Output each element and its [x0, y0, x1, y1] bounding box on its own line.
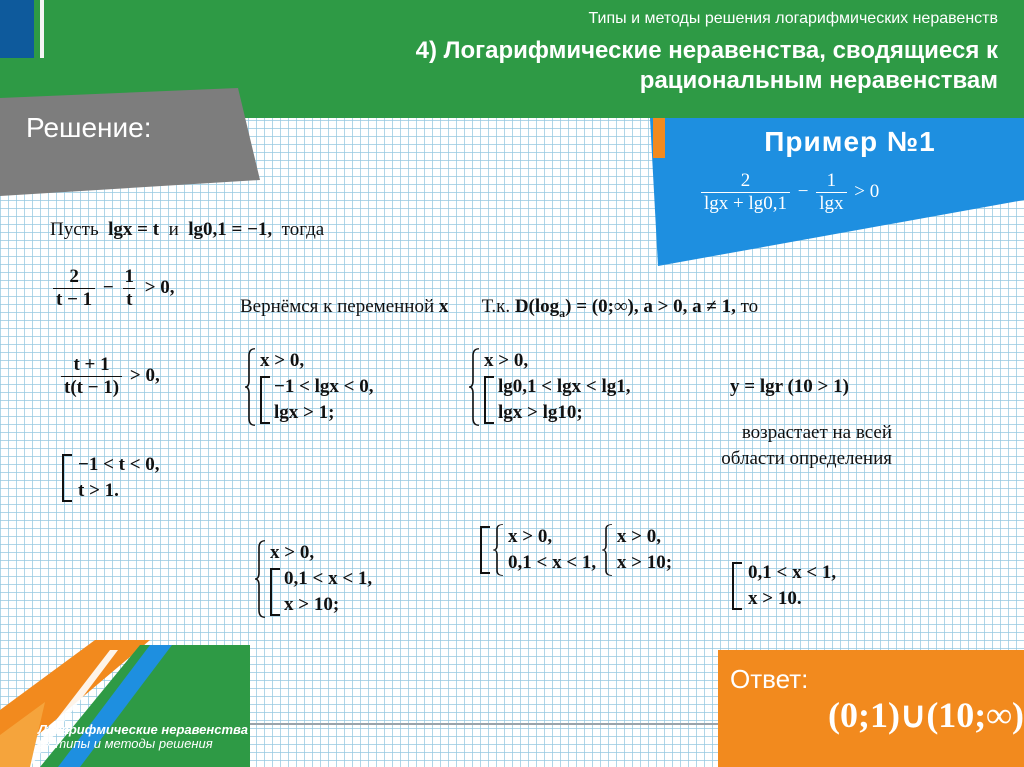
- system-2: [468, 348, 631, 426]
- frac-denominator: t − 1: [53, 288, 95, 311]
- footer-title: Логарифмические неравенства: [38, 722, 248, 737]
- return-variable: x: [438, 296, 449, 317]
- frac-numerator: t + 1: [73, 354, 110, 375]
- frac-numerator: 1: [124, 266, 134, 287]
- intro-and: и: [168, 219, 179, 240]
- step3-set: [62, 452, 160, 504]
- intro-let: Пусть: [50, 219, 99, 240]
- set-line: 0,1 < x < 1,: [748, 562, 837, 583]
- step1-inequality: [50, 266, 175, 311]
- bracket-set: [62, 452, 160, 504]
- bracket-set: [732, 560, 836, 612]
- function-note: [660, 420, 892, 472]
- intro-line: [50, 219, 324, 241]
- function-formula: y = lgr (10 > 1): [730, 376, 849, 397]
- frac-numerator: 2: [69, 266, 79, 287]
- intro-then: тогда: [281, 219, 325, 240]
- bracket-set: [480, 524, 672, 576]
- frac-denominator: lgx: [816, 192, 846, 215]
- set-line: x > 10.: [748, 588, 802, 609]
- frac-denominator: t(t − 1): [61, 376, 122, 399]
- curly-brace: [254, 540, 266, 618]
- return-line: [240, 296, 758, 321]
- square-bracket: [270, 568, 280, 616]
- brace-system: [468, 348, 631, 426]
- domain-pre: D(log: [514, 296, 560, 317]
- set-line: t > 1.: [78, 480, 119, 501]
- brace-system: [244, 348, 374, 426]
- system-1: [244, 348, 374, 426]
- domain-formula: [514, 296, 736, 320]
- slide-title: [300, 36, 998, 96]
- system-line: −1 < lgx < 0,: [274, 376, 374, 397]
- answer-value: (0;1)∪(10;∞): [828, 695, 1024, 735]
- step2-inequality: [58, 354, 160, 399]
- frac-denominator: lgx + lg0,1: [701, 192, 790, 215]
- square-bracket: [732, 562, 742, 610]
- slide-subtitle: Типы и методы решения логарифмических неравенств: [588, 10, 998, 27]
- system-4: [480, 524, 672, 576]
- system-line: x > 0,: [616, 526, 661, 547]
- frac-numerator: 1: [826, 170, 837, 191]
- square-bracket: [260, 376, 270, 424]
- example-orange-marker: [653, 118, 665, 158]
- frac-numerator: 2: [740, 170, 751, 191]
- note-line-2: области определения: [721, 448, 892, 469]
- system-line: x > 0,: [270, 542, 315, 563]
- brace-system: [601, 524, 672, 576]
- system-line: x > 0,: [508, 526, 553, 547]
- final-set: [732, 560, 836, 612]
- curly-brace: [601, 524, 613, 576]
- system-3: [254, 540, 372, 618]
- square-bracket: [484, 376, 494, 424]
- example-title: Пример №1: [764, 126, 936, 157]
- system-line: x > 0,: [484, 350, 529, 371]
- system-line: lgx > 1;: [274, 402, 335, 423]
- brace-system: [492, 524, 596, 576]
- header-accent-line: [40, 0, 44, 58]
- bracket-set: [270, 566, 372, 618]
- minus-sign: −: [797, 180, 809, 202]
- intro-fact: lg0,1 = −1,: [188, 219, 273, 240]
- note-line-1: возрастает на всей: [741, 422, 892, 443]
- header-accent-strip: [0, 0, 34, 58]
- footer-subtitle: их типы и методы решения: [38, 736, 213, 751]
- system-line: lgx > lg10;: [498, 402, 583, 423]
- return-text: Вернёмся к переменной: [240, 296, 435, 317]
- title-line-2: рациональным неравенствам: [639, 67, 998, 94]
- bracket-set: [484, 374, 631, 426]
- brace-system: [254, 540, 372, 618]
- curly-brace: [492, 524, 504, 576]
- inequality-rhs: > 0,: [129, 364, 160, 386]
- example-inequality: [698, 170, 879, 215]
- minus-sign: −: [102, 276, 114, 298]
- answer-label: Ответ:: [730, 664, 809, 694]
- then-word: то: [740, 296, 759, 317]
- system-line: 0,1 < x < 1,: [284, 568, 373, 589]
- footer-rule: [250, 723, 718, 725]
- inequality-rhs: > 0,: [144, 276, 175, 298]
- solution-label: Решение:: [26, 112, 152, 143]
- set-line: −1 < t < 0,: [78, 454, 160, 475]
- system-line: x > 0,: [260, 350, 305, 371]
- title-line-1: 4) Логарифмические неравенства, сводящиеся к: [415, 37, 998, 64]
- inequality-rhs: > 0: [854, 180, 880, 202]
- since-label: Т.к.: [481, 296, 511, 317]
- curly-brace: [244, 348, 256, 426]
- domain-sub: a: [559, 305, 566, 320]
- domain-post: ) = (0;∞), a > 0, a ≠ 1,: [565, 296, 736, 317]
- system-line: lg0,1 < lgx < lg1,: [498, 376, 631, 397]
- system-line: 0,1 < x < 1,: [508, 552, 597, 573]
- intro-substitution: lgx = t: [108, 219, 160, 240]
- system-line: x > 10;: [616, 552, 673, 573]
- curly-brace: [468, 348, 480, 426]
- frac-denominator: t: [123, 288, 135, 311]
- system-line: x > 10;: [284, 594, 340, 615]
- square-bracket: [62, 454, 72, 502]
- bracket-set: [260, 374, 374, 426]
- square-bracket: [480, 526, 490, 574]
